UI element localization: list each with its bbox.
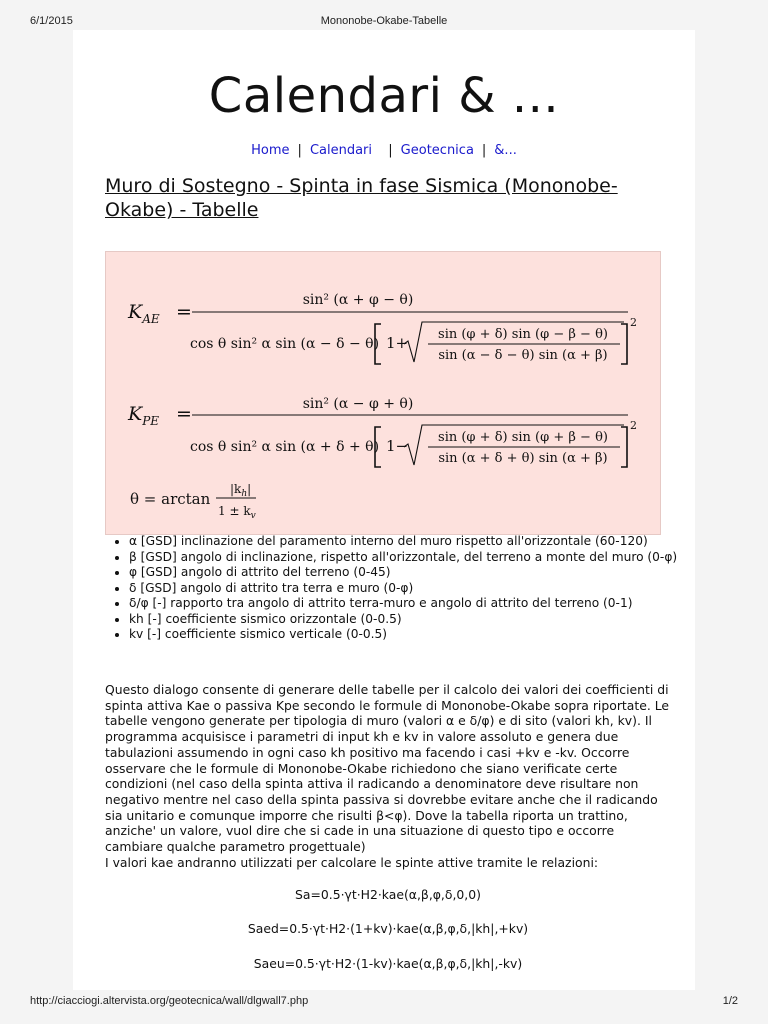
formula-box [105,251,661,535]
list-item: • α [GSD] inclinazione del paramento interno del muro rispetto all'orizzontale (60-120) [129,534,689,550]
kpe-formula [127,396,637,467]
theta-formula [130,482,256,521]
svg-text:2: 2 [630,419,637,432]
print-title: Mononobe-Okabe-Tabelle [320,15,448,27]
svg-text:|kh|: $|k_h|$ [230,482,252,499]
nav-calendari-link[interactable]: Calendari [309,143,373,158]
equation-sa: Sa=0.5·γt·H2·kae(α,β,φ,δ,0,0) [295,887,481,902]
list-item: • kv [-] coefficiente sismico verticale (0-0.5) [129,627,689,643]
description-paragraph: Questo dialogo consente di generare delle tabelle per il calcolo dei valori dei coefficienti di spinta attiva Kae o passiva Kpe secondo le formule di Mononobe-Okabe sopra riportate. Le tabelle vengono generate per tipologia di muro (valori α e δ/φ) e di sito (valori kh, kv). Il programma acquisisce i parametri di input kh e kv in valore assoluto e genera due tabulazioni assumendo in ogni caso kh positivo ma facendo i casi +kv e -kv. Occorre osservare che le formule di Mononobe-Okabe richiedono che siano verificate certe condizioni (nel caso della spinta attiva il radicando a denominatore deve risultare non negativo mentre nel caso della spinta passiva si dovrebbe evitare anche che il radicando sia unitario e comunque imporre che risulti β<φ). Dove la tabella riporta un trattino, anziche' un valore, vuol dire che si cade in una situazione di questo tipo e occorre cambiare qualche parametro progettuale) [105,682,670,855]
svg-text:sin (φ + δ) sin (φ + β − θ): sin (φ + δ) sin (φ + β − θ) [438,430,608,445]
print-date: 6/1/2015 [30,15,73,27]
kae-formula [127,292,637,364]
equation-saeu: Saeu=0.5·γt·H2·(1-kv)·kae(α,β,φ,δ,|kh|,-kv) [253,956,523,971]
mononobe-okabe-formulas [106,252,660,534]
theta-den: 1 ± k [218,504,251,518]
nav-separator: | [388,143,393,158]
svg-text:KPE [127,403,159,428]
page-heading: Muro di Sostegno - Spinta in fase Sismica (Mononobe-Okabe) - Tabelle [105,175,618,221]
print-footer [30,995,738,1009]
kae-label: K [128,301,143,323]
svg-text:=: = [176,301,192,323]
svg-text:1−: 1− [386,437,409,455]
print-url: http://ciacciogi.altervista.org/geotecnica/wall/dlgwall7.php [30,995,309,1007]
list-item: • φ [GSD] angolo di attrito del terreno (0-45) [129,565,689,581]
top-nav [73,143,695,158]
nav-geotecnica-link[interactable]: Geotecnica [400,143,474,158]
kpe-sub: PE [142,414,160,428]
print-header [30,15,738,29]
svg-text:1+: 1+ [386,334,409,352]
list-item: • δ [GSD] angolo di attrito tra terra e muro (0-φ) [129,581,689,597]
equation-saed: Saed=0.5·γt·H2·(1+kv)·kae(α,β,φ,δ,|kh|,+kv) [247,921,529,936]
svg-text:cos θ sin² α sin (α − δ − θ): cos θ sin² α sin (α − δ − θ) [190,336,380,352]
page-content [73,30,695,990]
nav-separator: | [297,143,302,158]
nav-separator: | [481,143,487,158]
description [105,682,671,870]
site-title: Calendari & ... [208,68,560,124]
description-relations-intro: I valori kae andranno utilizzati per calcolare le spinte attive tramite le relazioni: [105,854,599,870]
kpe-label: K [128,403,143,425]
kae-sub: AE [142,312,160,326]
svg-text:cos θ sin² α sin (α + δ + θ): cos θ sin² α sin (α + δ + θ) [190,439,380,455]
svg-text:sin (α + δ + θ) sin (α + β): sin (α + δ + θ) sin (α + β) [438,451,608,466]
svg-text:KAE [127,301,160,326]
nav-more-link[interactable]: &... [494,143,517,158]
list-item: • kh [-] coefficiente sismico orizzontale (0-0.5) [129,612,689,628]
svg-text:sin (φ + δ) sin (φ − β − θ): sin (φ + δ) sin (φ − β − θ) [438,327,608,342]
svg-text:1 ± kv: $1 \pm k_v$ [218,504,256,521]
svg-text:2: 2 [630,316,637,329]
svg-text:sin² (α + φ − θ): sin² (α + φ − θ) [302,292,414,308]
list-item: • δ/φ [-] rapporto tra angolo di attrito terra-muro e angolo di attrito del terreno (0-1) [129,596,689,612]
print-page-number: 1/2 [722,995,738,1007]
parameter-list [105,534,689,643]
svg-text:=: = [176,403,192,425]
svg-text:sin (α − δ − θ) sin (α + β): sin (α − δ − θ) sin (α + β) [438,348,608,363]
theta-num: |k [230,482,242,496]
theta-lhs: θ = arctan [130,490,211,508]
svg-text:sin² (α − φ + θ): sin² (α − φ + θ) [302,396,414,412]
nav-home-link[interactable]: Home [251,143,290,158]
list-item: • β [GSD] angolo di inclinazione, rispetto all'orizzontale, del terreno a monte del muro (0-φ) [129,550,689,566]
